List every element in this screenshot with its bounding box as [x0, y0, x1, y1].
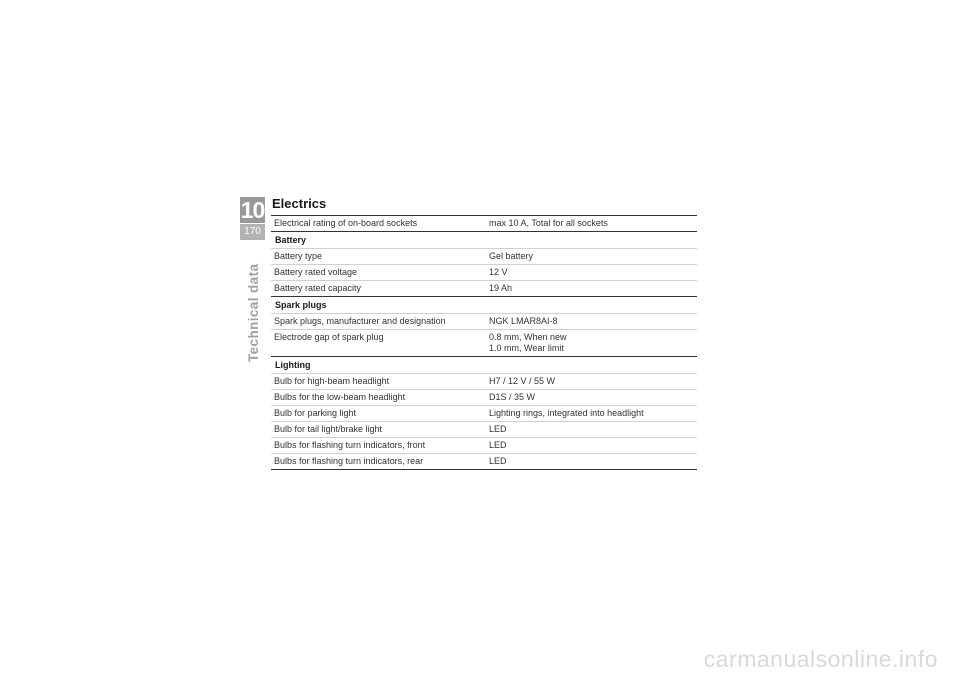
table-row: [271, 330, 697, 357]
spec-value-line: 1.0 mm, Wear limit: [489, 343, 564, 353]
spec-label: Bulb for tail light/brake light: [274, 424, 383, 434]
table-row: [271, 265, 697, 281]
spec-value-line: 0.8 mm, When new: [489, 332, 567, 342]
chapter-number: 10: [240, 197, 265, 223]
electrics-spec-table: [271, 215, 697, 470]
spec-value: max 10 A, Total for all sockets: [489, 218, 608, 228]
table-row: [271, 422, 697, 438]
spec-label: Bulb for parking light: [274, 408, 357, 418]
spec-value: NGK LMAR8AI-8: [489, 316, 558, 326]
table-row: [271, 249, 697, 265]
table-row: [271, 390, 697, 406]
table-row: [271, 281, 697, 297]
group-header-battery: Battery: [271, 232, 697, 249]
table-row: [271, 374, 697, 390]
spec-label: Battery type: [274, 251, 323, 261]
spec-value: D1S / 35 W: [489, 392, 536, 402]
spec-label: Spark plugs, manufacturer and designation: [274, 316, 446, 326]
table-row: [271, 438, 697, 454]
watermark: carmanualsonline.info: [703, 646, 938, 672]
page-number: 170: [240, 224, 265, 240]
spec-label: Electrical rating of on-board sockets: [274, 218, 418, 228]
spec-value: Gel battery: [489, 251, 534, 261]
section-title: Electrics: [272, 196, 327, 211]
spec-label: Bulbs for flashing turn indicators, rear: [274, 456, 424, 466]
spec-label: Bulb for high-beam headlight: [274, 376, 390, 386]
spec-label: Bulbs for flashing turn indicators, front: [274, 440, 426, 450]
table-row: [271, 216, 697, 232]
spec-label: Battery rated voltage: [274, 267, 358, 277]
table-row: [271, 314, 697, 330]
group-header-spark-plugs: Spark plugs: [271, 297, 697, 314]
chapter-side-title: Technical data: [246, 263, 261, 362]
table-row: [271, 406, 697, 422]
spec-value: LED: [489, 424, 507, 434]
spec-value: LED: [489, 456, 507, 466]
spec-value: 19 Ah: [489, 283, 513, 293]
spec-value: H7 / 12 V / 55 W: [489, 376, 556, 386]
spec-value: LED: [489, 440, 507, 450]
spec-label: Electrode gap of spark plug: [274, 332, 384, 342]
spec-label: Battery rated capacity: [274, 283, 362, 293]
spec-value: [489, 332, 697, 354]
spec-label: Bulbs for the low-beam headlight: [274, 392, 406, 402]
table-row: [271, 454, 697, 470]
spec-value: 12 V: [489, 267, 508, 277]
group-header-lighting: Lighting: [271, 357, 697, 374]
spec-value: Lighting rings, integrated into headlight: [489, 408, 644, 418]
